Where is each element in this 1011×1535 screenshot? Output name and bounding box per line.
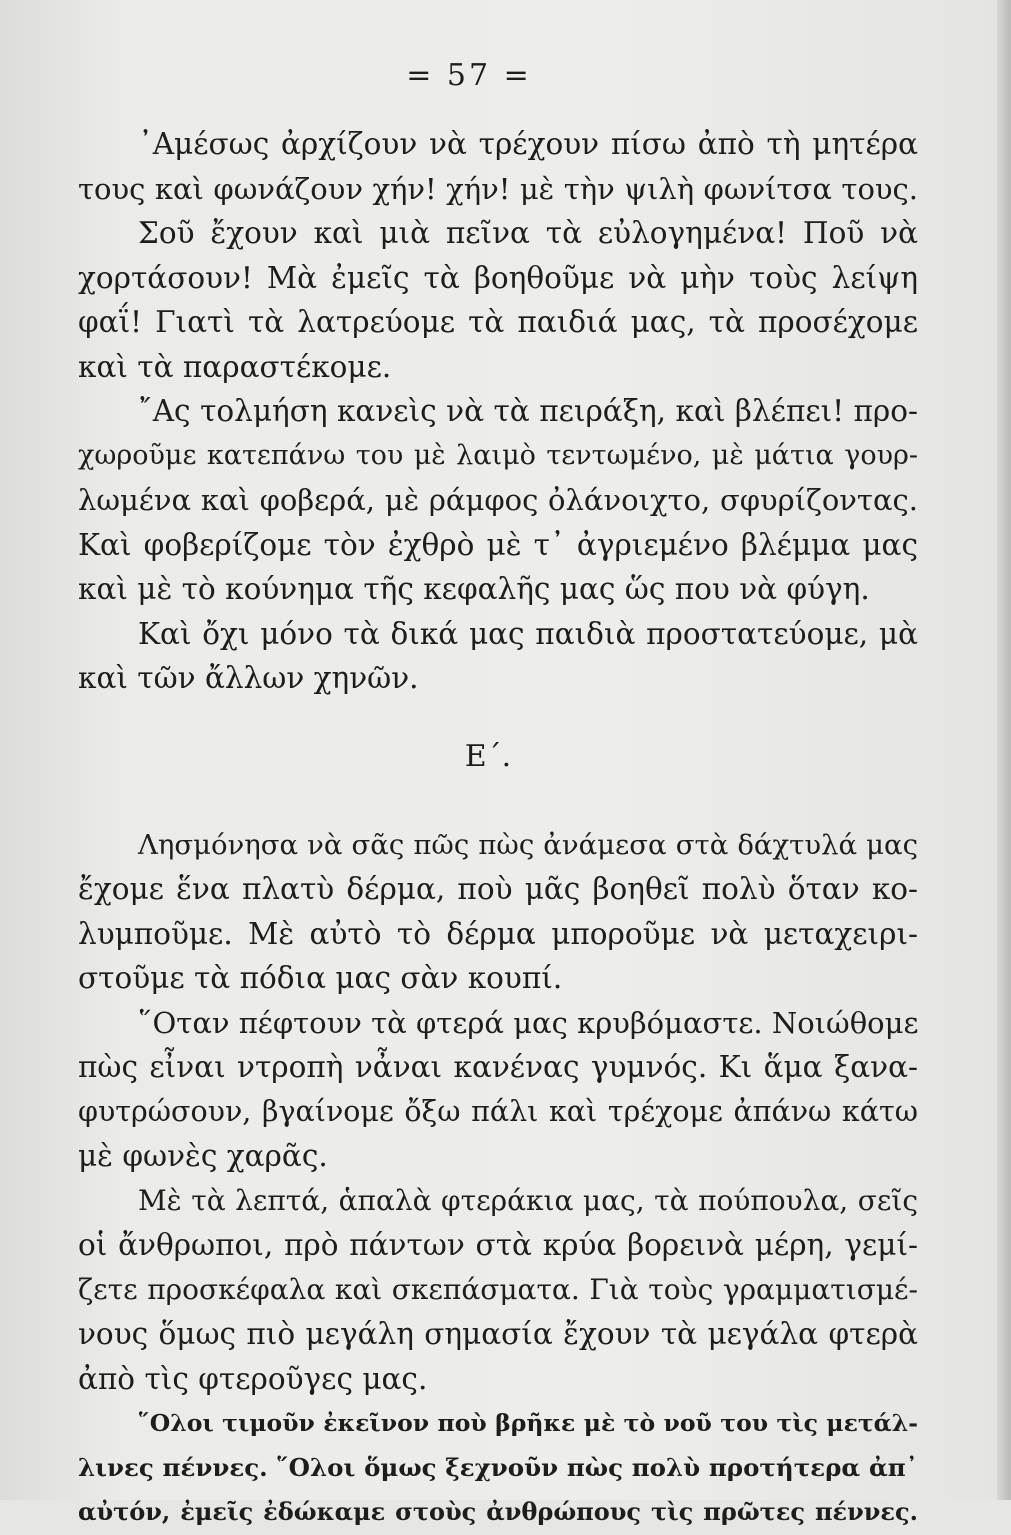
text-line: Μὲ τὰ λεπτά, ἁπαλὰ φτεράκια μας, τὰ πούπουλα, σεῖς [138, 1183, 918, 1217]
text-line: Καὶ φοβερίζομε τὸν ἐχθρὸ μὲ τ᾽ ἀγριεμένο βλέμμα μας [78, 527, 918, 562]
text-line: Λησμόνησα νὰ σᾶς πῶς πὼς ἀνάμεσα στὰ δάχτυλά μας [138, 828, 918, 861]
text-line: οἱ ἄνθρωποι, πρὸ πάντων στὰ κρύα βορεινὰ μέρη, γεμί- [78, 1228, 918, 1262]
text-line: λινες πέννες. ῞Ολοι ὅμως ξεχνοῦν πὼς πολὺ προτήτερα ἀπ᾽ [78, 1452, 918, 1482]
text-line: ἀπὸ τὶς φτεροῦγες μας. [78, 1361, 428, 1396]
text-line: ἔχομε ἕνα πλατὺ δέρμα, ποὺ μᾶς βοηθεῖ πολὺ ὅταν κο- [78, 872, 918, 906]
text-line: ῞Οταν πέφτουν τὰ φτερά μας κρυβόμαστε. Νοιώθομε [138, 1005, 918, 1040]
text-line: καὶ τῶν ἄλλων χηνῶν. [78, 661, 419, 695]
page-body [78, 122, 918, 1535]
text-line: πὼς εἶναι ντροπὴ νἆναι κανένας γυμνός. Κι ἅμα ξανα- [78, 1050, 918, 1084]
text-line: Σοῦ ἔχουν καὶ μιὰ πεῖνα τὰ εὐλογημένα! Ποῦ νὰ [138, 216, 918, 250]
text-line: στοῦμε τὰ πόδια μας σὰν κουπί. [78, 961, 563, 995]
text-line: χορτάσουν! Μὰ ἐμεῖς τὰ βοηθοῦμε νὰ μὴν τοὺς λείψη [78, 260, 918, 295]
text-line: νους ὅμως πιὸ μεγάλη σημασία ἔχουν τὰ μεγάλα φτερὰ [78, 1317, 918, 1351]
page-number: = 57 = [406, 58, 532, 93]
text-line: ῎Ας τολμήση κανεὶς νὰ τὰ πειράξη, καὶ βλέπει! προ- [138, 394, 918, 428]
text-line: Καὶ ὄχι μόνο τὰ δικά μας παιδιὰ προστατεύομε, μὰ [138, 616, 918, 651]
text-line: λυμποῦμε. Μὲ αὐτὸ τὸ δέρμα μποροῦμε νὰ μεταχειρι- [78, 916, 918, 951]
text-line: καὶ μὲ τὸ κούνημα τῆς κεφαλῆς μας ὥς που νὰ φύγη. [78, 572, 870, 606]
page-spine-shadow [997, 0, 1011, 1500]
text-line: χωροῦμε κατεπάνω του μὲ λαιμὸ τεντωμένο, μὲ μάτια γουρ- [78, 439, 918, 471]
text-line: λωμένα καὶ φοβερά, μὲ ράμφος ὀλάνοιχτο, σφυρίζοντας. [78, 483, 918, 517]
text-line: μὲ φωνὲς χαρᾶς. [78, 1139, 328, 1173]
text-line: φαΐ! Γιατὶ τὰ λατρεύομε τὰ παιδιά μας, τὰ προσέχομε [78, 305, 918, 339]
text-line: ᾽Αμέσως ἀρχίζουν νὰ τρέχουν πίσω ἀπὸ τὴ μητέρα [138, 127, 918, 161]
text-line: καὶ τὰ παραστέκομε. [78, 349, 392, 384]
text-line: φυτρώσουν, βγαίνομε ὄξω πάλι καὶ τρέχομε ἀπάνω κάτω [78, 1094, 918, 1128]
text-line: ῞Ολοι τιμοῦν ἐκεῖνον ποὺ βρῆκε μὲ τὸ νοῦ του τὶς μετάλ- [138, 1409, 918, 1437]
text-line: τους καὶ φωνάζουν χήν! χήν! μὲ τὴν ψιλὴ φωνίτσα τους. [78, 171, 918, 206]
section-heading: Ε΄. [464, 738, 512, 774]
text-line: αὐτόν, ἐμεῖς ἐδώκαμε στοὺς ἀνθρώπους τὶς πρῶτες πέννες. [78, 1497, 918, 1526]
text-line: ζετε προσκέφαλα καὶ σκεπάσματα. Γιὰ τοὺς γραμματισμέ- [78, 1272, 918, 1306]
